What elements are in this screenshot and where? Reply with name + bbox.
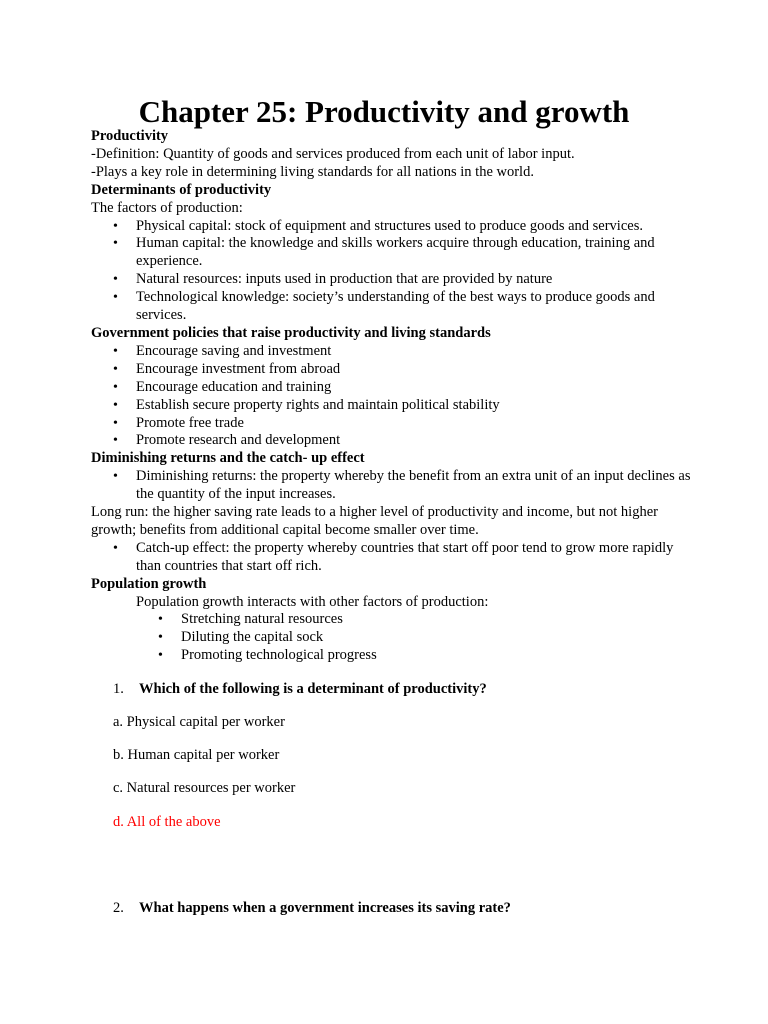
answer-option-b: b. Human capital per worker bbox=[113, 747, 280, 763]
section-heading-productivity: Productivity bbox=[91, 128, 169, 144]
list-item: • Stretching natural resources bbox=[91, 611, 691, 629]
question-number: 1. bbox=[113, 681, 124, 697]
section-heading-population: Population growth bbox=[91, 575, 207, 592]
question-text: What happens when a government increases its saving rate? bbox=[139, 900, 511, 916]
list-item: • Promote free trade bbox=[91, 415, 691, 433]
list-item: • Human capital: the knowledge and skills workers acquire through education, training and experience. bbox=[91, 235, 691, 271]
list-item: • Technological knowledge: society’s understanding of the best ways to produce goods and services. bbox=[91, 289, 691, 325]
answer-option-c: c. Natural resources per worker bbox=[113, 780, 296, 796]
list-item: • Diluting the capital sock bbox=[91, 629, 691, 647]
productivity-role: -Plays a key role in determining living standards for all nations in the world. bbox=[91, 163, 534, 180]
question-text: Which of the following is a determinant of productivity? bbox=[139, 681, 487, 697]
page-title: Chapter 25: Productivity and growth bbox=[138, 94, 630, 129]
list-item: • Promoting technological progress bbox=[91, 647, 691, 665]
list-item: • Establish secure property rights and maintain political stability bbox=[91, 397, 691, 415]
diminishing-list bbox=[91, 468, 691, 504]
answer-option-d-correct: d. All of the above bbox=[113, 814, 221, 830]
section-heading-diminishing: Diminishing returns and the catch- up effect bbox=[91, 450, 365, 467]
notes-content bbox=[91, 128, 691, 665]
question-number: 2. bbox=[113, 900, 124, 916]
list-item: • Promote research and development bbox=[91, 432, 691, 450]
list-item: • Encourage education and training bbox=[91, 379, 691, 397]
list-item: • Encourage investment from abroad bbox=[91, 361, 691, 379]
population-list bbox=[91, 611, 691, 665]
section-heading-policies: Government policies that raise productivity and living standards bbox=[91, 324, 491, 341]
answer-option-a: a. Physical capital per worker bbox=[113, 714, 285, 730]
long-run-paragraph: Long run: the higher saving rate leads to a higher level of productivity and income, but not higher growth; benefits from additional capital become smaller over time. bbox=[91, 504, 658, 538]
productivity-definition: -Definition: Quantity of goods and services produced from each unit of labor input. bbox=[91, 145, 575, 162]
list-item: • Diminishing returns: the property whereby the benefit from an extra unit of an input declines as the quantity of the input increases. bbox=[91, 468, 691, 504]
population-intro: Population growth interacts with other factors of production: bbox=[136, 593, 489, 610]
policies-list bbox=[91, 343, 691, 450]
list-item: • Catch-up effect: the property whereby countries that start off poor tend to grow more rapidly than countries that start off rich. bbox=[91, 540, 691, 576]
catch-up-list bbox=[91, 540, 691, 576]
list-item: • Physical capital: stock of equipment and structures used to produce goods and services. bbox=[91, 218, 691, 236]
section-heading-determinants: Determinants of productivity bbox=[91, 181, 272, 198]
list-item: • Encourage saving and investment bbox=[91, 343, 691, 361]
question-2 bbox=[113, 899, 511, 917]
question-1 bbox=[113, 680, 487, 698]
list-item: • Natural resources: inputs used in production that are provided by nature bbox=[91, 271, 691, 289]
determinants-list bbox=[91, 218, 691, 325]
determinants-intro: The factors of production: bbox=[91, 199, 243, 216]
